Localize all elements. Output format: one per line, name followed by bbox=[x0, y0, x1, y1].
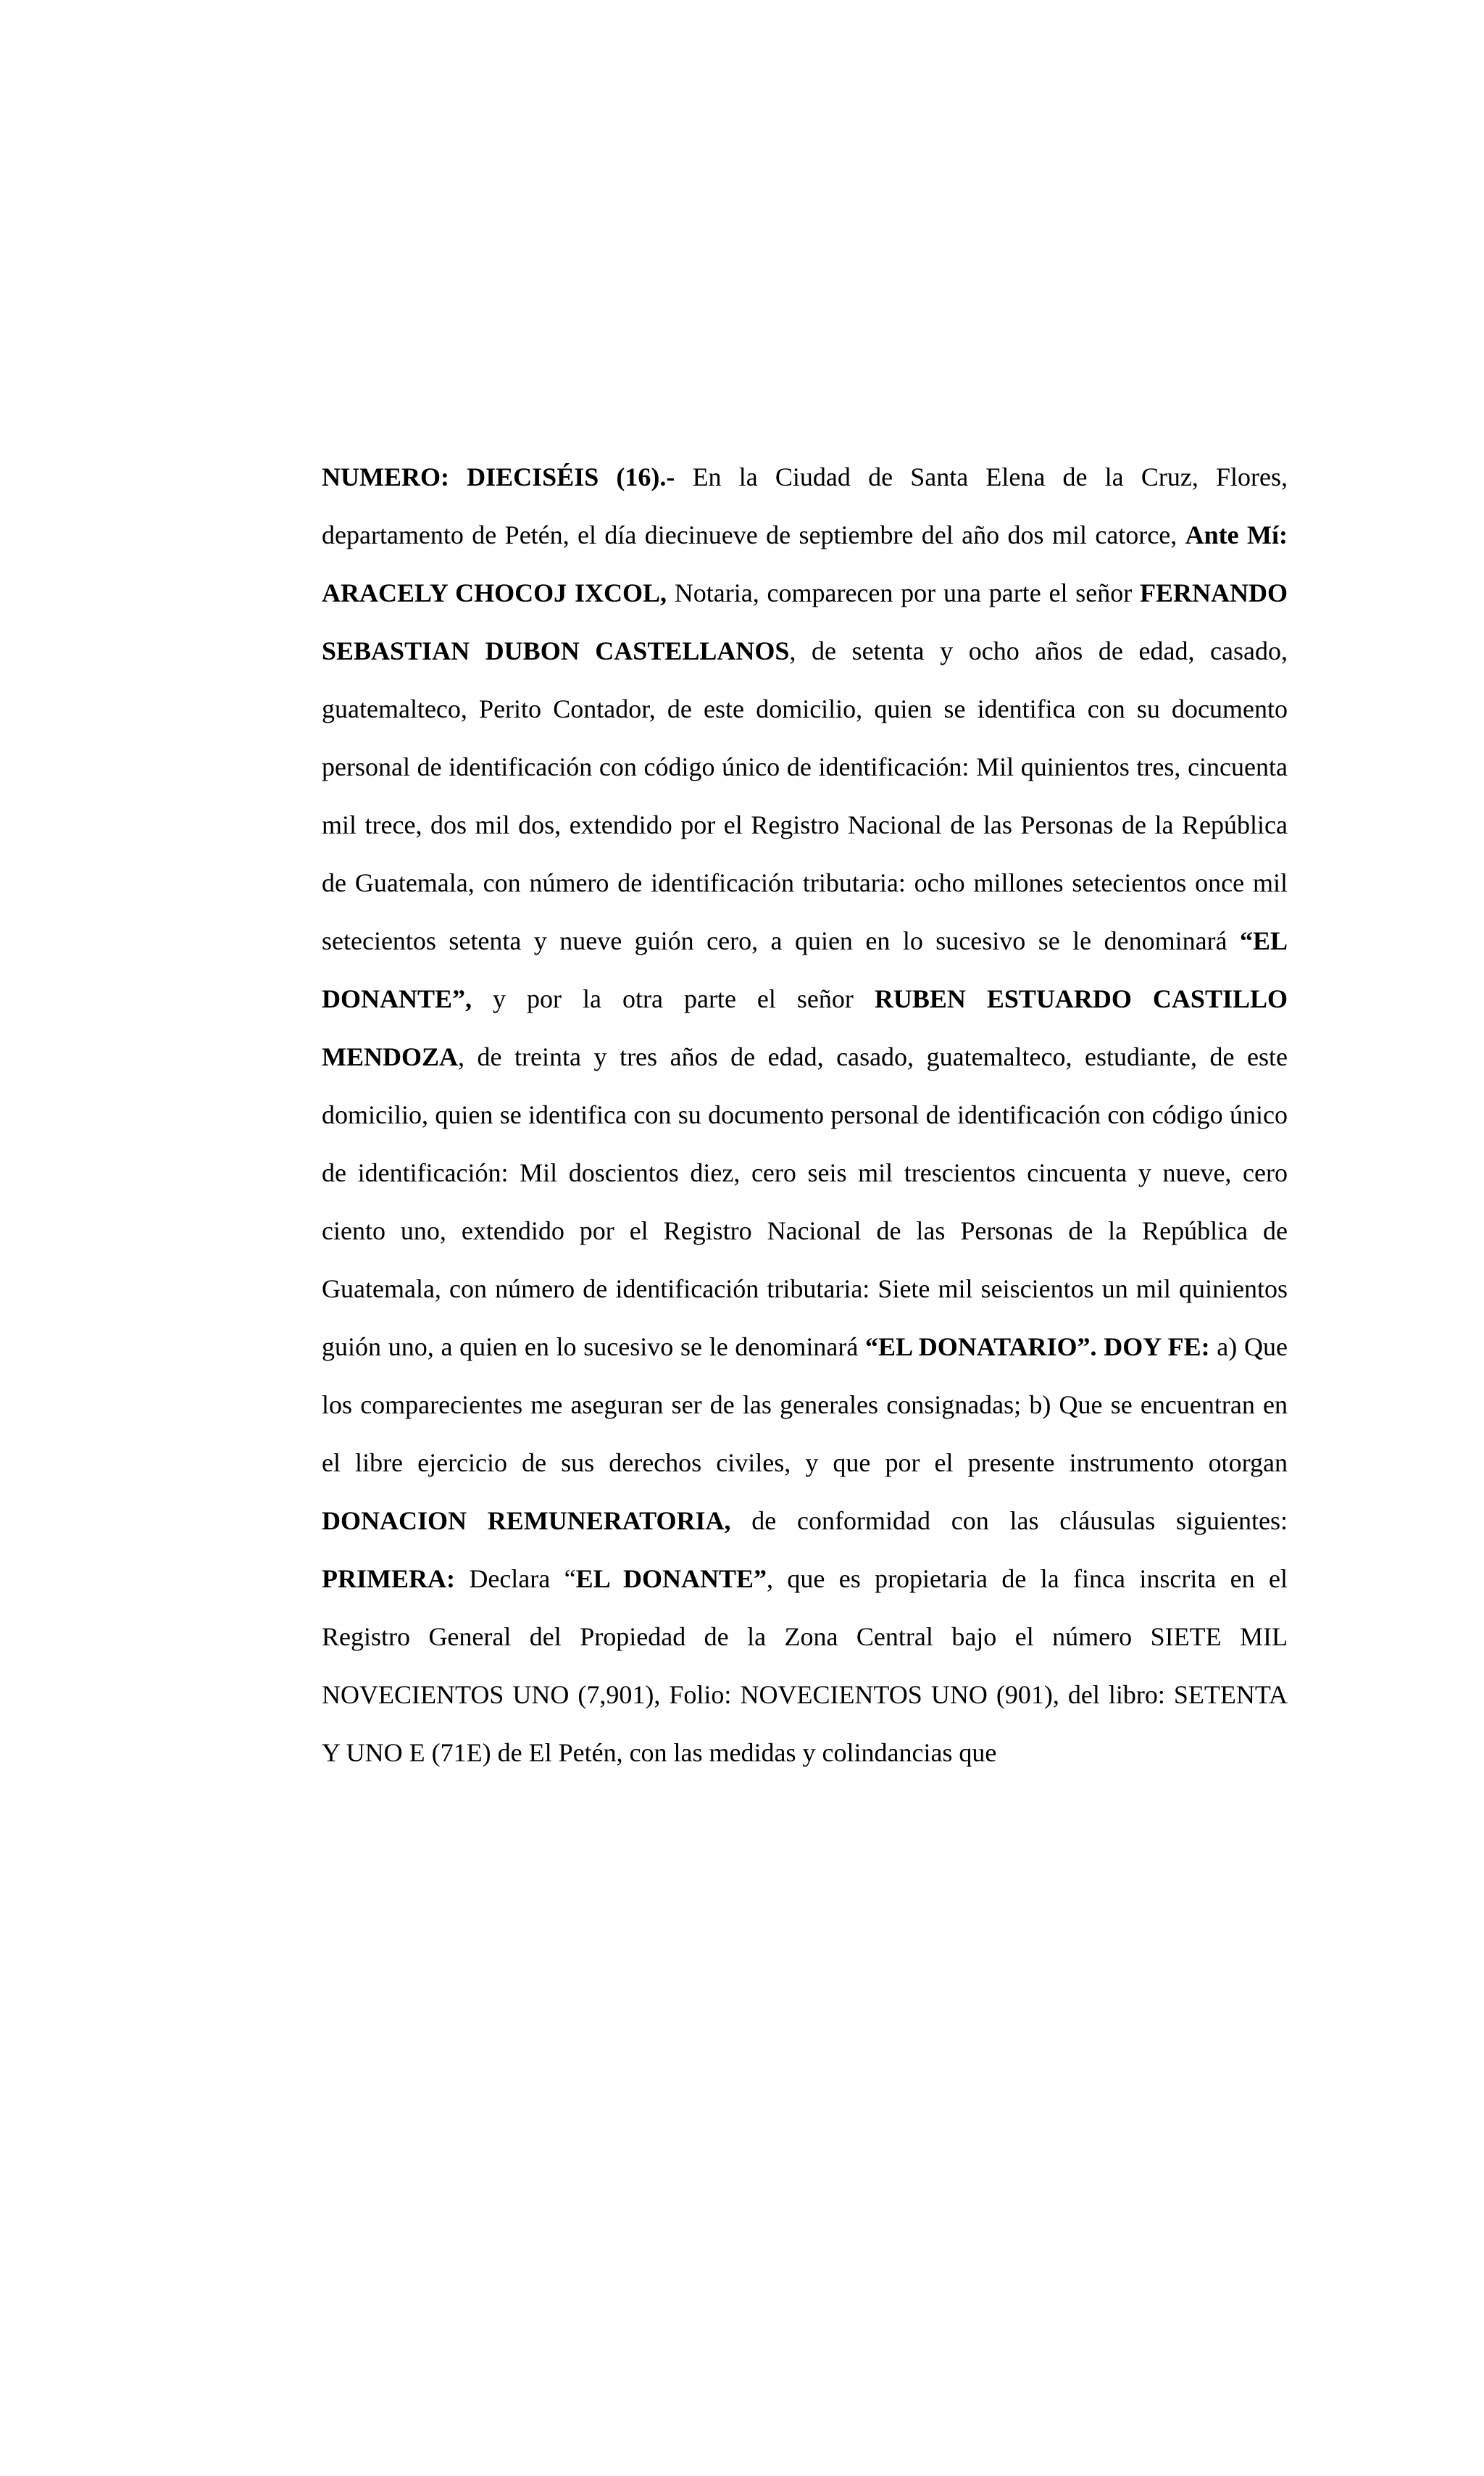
text-segment: a) Que los comparecientes me aseguran ser de las generales consignadas; b) Que se encuentran en el libre ejercicio de sus derechos civiles, y que por el presente instrumento otorgan bbox=[322, 1332, 1288, 1477]
text-segment: , de treinta y tres años de edad, casado, guatemalteco, estudiante, de este domicilio, quien se identifica con su documento personal de identificación con código único de identificación: Mil doscientos diez, cero seis mil trescientos cincuenta y nueve, cero ciento uno, extendido por el Registro Nacional de las Personas de la República de Guatemala, con número de identificación tributaria: Siete mil seiscientos un mil quinientos guión uno, a quien en lo sucesivo se le denominará bbox=[322, 1042, 1288, 1361]
text-segment: de conformidad con las cláusulas siguientes: bbox=[730, 1506, 1288, 1535]
text-segment: , que es propietaria de la finca inscrita en el Registro General del Propiedad de la Zona Central bajo el número SIETE MIL NOVECIENTOS UNO (7,901), Folio: NOVECIENTOS UNO (901), del libro: SETENTA Y UNO E (71E) de El Petén, con las medidas y colindancias que bbox=[322, 1564, 1288, 1767]
text-segment: , de setenta y ocho años de edad, casado, guatemalteco, Perito Contador, de este domicilio, quien se identifica con su documento personal de identificación con código único de identificación: Mil quinientos tres, cincuenta mil trece, dos mil dos, extendido por el Registro Nacional de las Personas de la República de Guatemala, con número de identificación tributaria: ocho millones setecientos once mil setecientos setenta y nueve guión cero, a quien en lo sucesivo se le denominará bbox=[322, 636, 1288, 955]
text-segment: En la Ciudad de Santa Elena de la Cruz, Flores, departamento de Petén, el día diecinueve de septiembre del año dos mil catorce, bbox=[322, 462, 1288, 549]
notary-name: Ante Mí: ARACELY CHOCOJ IXCOL, bbox=[322, 520, 1288, 607]
donor-designation: “EL DONANTE”, bbox=[322, 926, 1288, 1013]
donor-name: FERNANDO SEBASTIAN DUBON CASTELLANOS bbox=[322, 578, 1288, 665]
donor-reference: EL DONANTE” bbox=[575, 1564, 767, 1593]
donee-name: RUBEN ESTUARDO CASTILLO MENDOZA bbox=[322, 984, 1288, 1071]
text-segment: Notaria, comparecen por una parte el señor bbox=[666, 578, 1140, 607]
clause-heading: PRIMERA: bbox=[322, 1564, 455, 1593]
deed-number: NUMERO: DIECISÉIS (16).- bbox=[322, 462, 675, 491]
donee-designation: “EL DONATARIO”. DOY FE: bbox=[865, 1332, 1210, 1361]
donation-type: DONACION REMUNERATORIA, bbox=[322, 1506, 731, 1535]
text-segment: Declara “ bbox=[454, 1564, 576, 1593]
text-segment: y por la otra parte el señor bbox=[472, 984, 875, 1013]
deed-paragraph bbox=[322, 448, 1288, 1782]
